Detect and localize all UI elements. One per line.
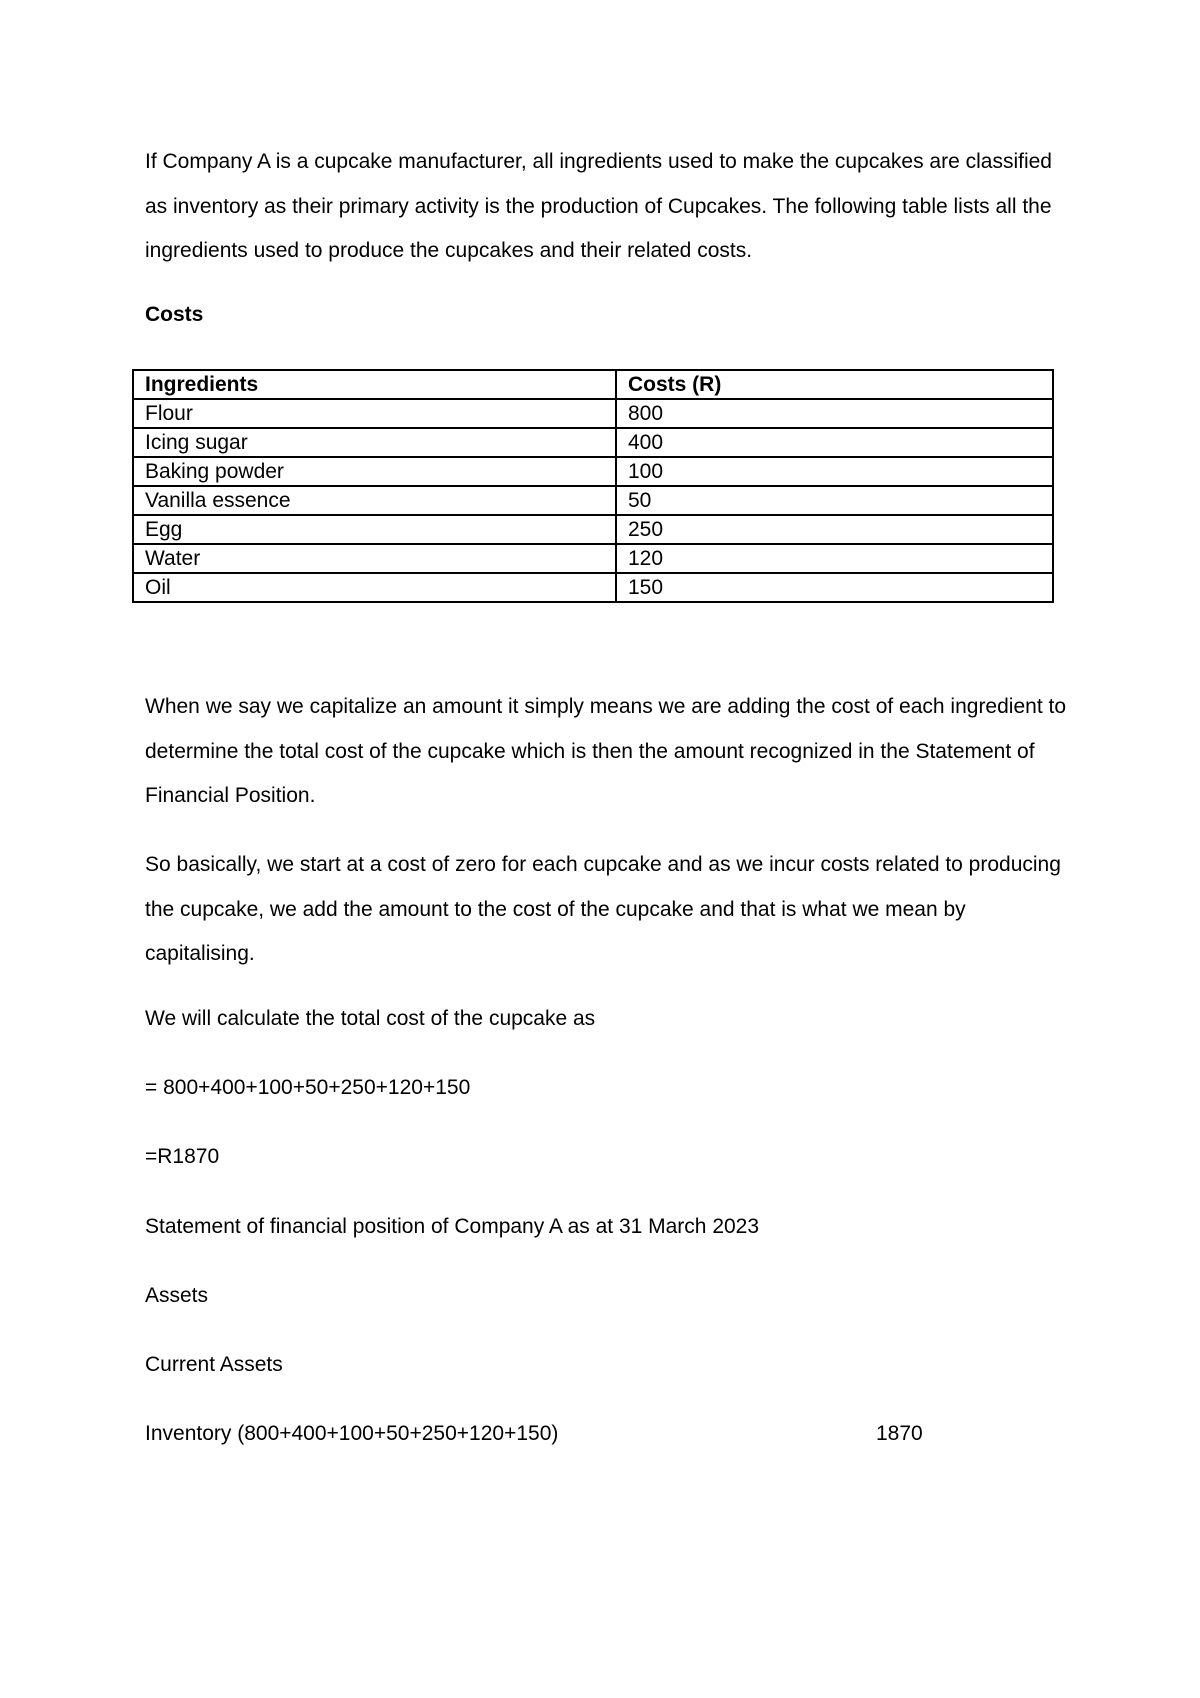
inventory-value: 1870 — [876, 1422, 923, 1445]
ingredient-name: Vanilla essence — [133, 486, 616, 515]
table-row — [133, 486, 1053, 515]
column-header-ingredients: Ingredients — [133, 370, 616, 399]
table-row — [133, 457, 1053, 486]
ingredient-name: Egg — [133, 515, 616, 544]
ingredient-name: Baking powder — [133, 457, 616, 486]
ingredient-name: Icing sugar — [133, 428, 616, 457]
ingredient-cost: 400 — [616, 428, 1053, 457]
ingredient-cost: 250 — [616, 515, 1053, 544]
ingredient-cost: 150 — [616, 573, 1053, 602]
ingredient-name: Oil — [133, 573, 616, 602]
assets-label: Assets — [145, 1284, 209, 1307]
table-header-row — [133, 370, 1053, 399]
column-header-costs: Costs (R) — [616, 370, 1053, 399]
ingredient-name: Flour — [133, 399, 616, 428]
table-row — [133, 515, 1053, 544]
ingredient-cost: 800 — [616, 399, 1053, 428]
statement-title: Statement of financial position of Company A as at 31 March 2023 — [145, 1215, 760, 1238]
table-row — [133, 428, 1053, 457]
ingredient-cost: 50 — [616, 486, 1053, 515]
total-line: =R1870 — [145, 1145, 220, 1168]
ingredient-cost: 120 — [616, 544, 1053, 573]
ingredient-cost: 100 — [616, 457, 1053, 486]
intro-paragraph: If Company A is a cupcake manufacturer, all ingredients used to make the cupcakes are classified as inventory as their primary activity is the production of Cupcakes. The following table lists all the ingredients used to produce the cupcakes and their related costs. — [145, 150, 1052, 262]
ingredient-name: Water — [133, 544, 616, 573]
inventory-label: Inventory (800+400+100+50+250+120+150) — [145, 1422, 559, 1445]
capitalize-paragraph: When we say we capitalize an amount it simply means we are adding the cost of each ingredient to determine the total cost of the cupcake which is then the amount recognized in the Statement of Financial Position. — [145, 695, 1066, 807]
formula-line: = 800+400+100+50+250+120+150 — [145, 1076, 471, 1099]
costs-heading: Costs — [145, 303, 204, 326]
ingredients-cost-table — [132, 369, 1054, 603]
capitalising-paragraph: So basically, we start at a cost of zero for each cupcake and as we incur costs related to producing the cupcake, we add the amount to the cost of the cupcake and that is what we mean by capitalising. — [145, 853, 1061, 965]
table-row — [133, 544, 1053, 573]
table-row — [133, 399, 1053, 428]
current-assets-label: Current Assets — [145, 1353, 283, 1376]
calculate-line: We will calculate the total cost of the cupcake as — [145, 1007, 596, 1030]
table-row — [133, 573, 1053, 602]
